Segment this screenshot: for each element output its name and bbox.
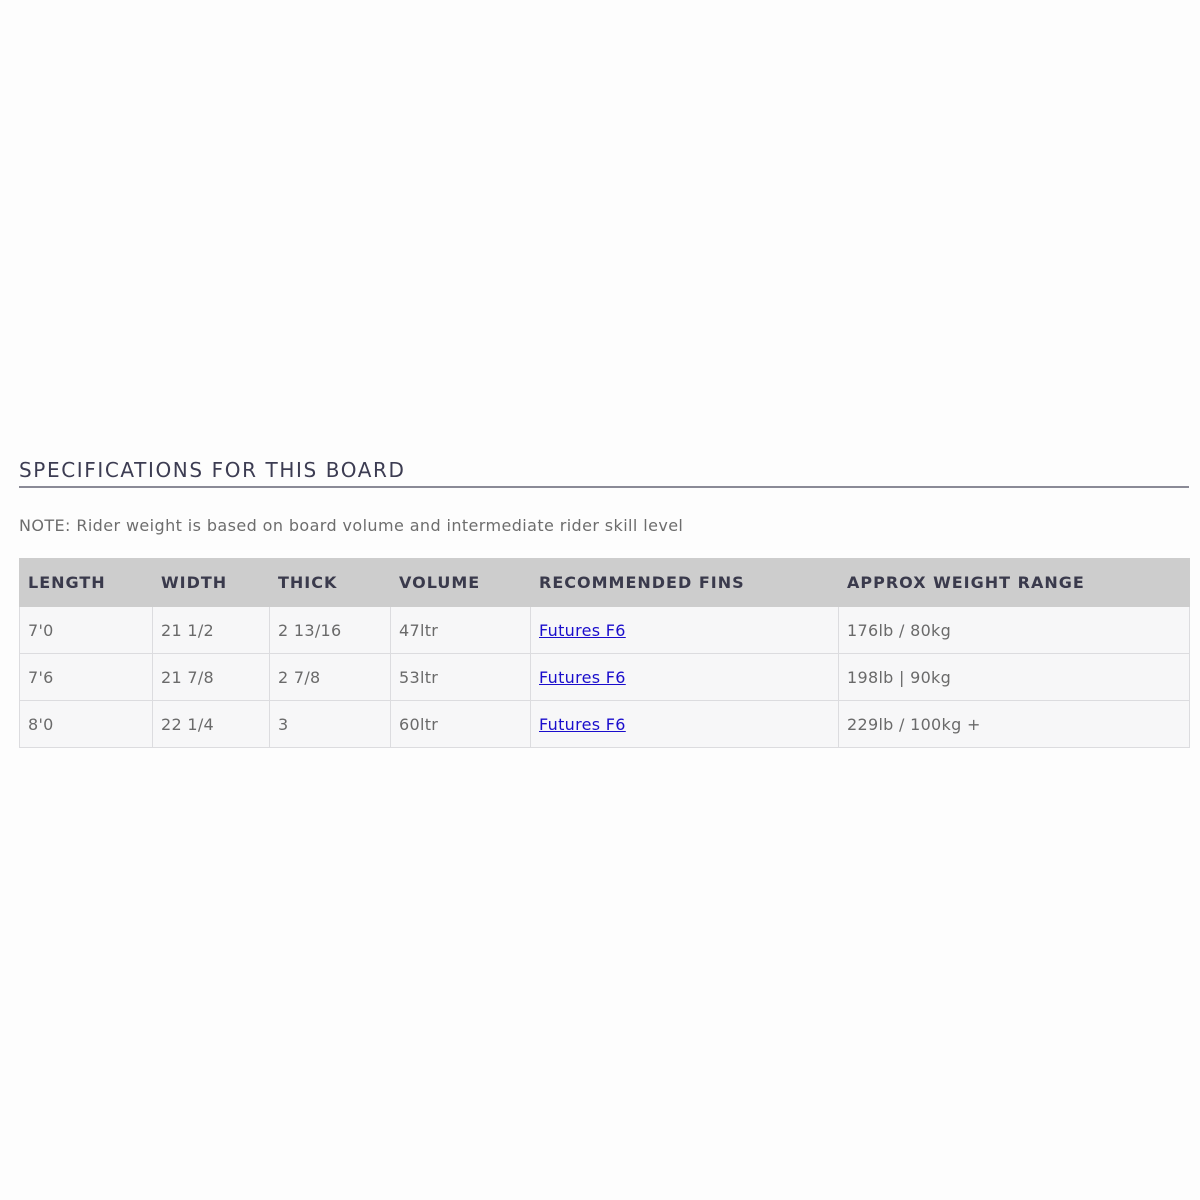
fins-link[interactable]: Futures F6 <box>539 714 626 734</box>
cell-volume: 47ltr <box>391 607 531 654</box>
table-header-row <box>20 559 1190 607</box>
cell-volume: 53ltr <box>391 654 531 701</box>
specifications-table <box>19 558 1190 748</box>
cell-width: 22 1/4 <box>153 701 270 748</box>
table-row <box>20 654 1190 701</box>
rider-weight-note: NOTE: Rider weight is based on board volume and intermediate rider skill level <box>19 516 684 535</box>
cell-thick: 2 13/16 <box>270 607 391 654</box>
table-row <box>20 701 1190 748</box>
table-row <box>20 607 1190 654</box>
cell-thick: 2 7/8 <box>270 654 391 701</box>
column-header-thick: THICK <box>270 559 391 607</box>
cell-length: 8'0 <box>20 701 153 748</box>
cell-weight-range: 176lb / 80kg <box>839 607 1190 654</box>
cell-length: 7'0 <box>20 607 153 654</box>
cell-fins <box>531 701 839 748</box>
column-header-recommended-fins: RECOMMENDED FINS <box>531 559 839 607</box>
cell-fins <box>531 654 839 701</box>
cell-weight-range: 198lb | 90kg <box>839 654 1190 701</box>
column-header-volume: VOLUME <box>391 559 531 607</box>
cell-volume: 60ltr <box>391 701 531 748</box>
cell-width: 21 7/8 <box>153 654 270 701</box>
column-header-width: WIDTH <box>153 559 270 607</box>
cell-length: 7'6 <box>20 654 153 701</box>
section-title: SPECIFICATIONS FOR THIS BOARD <box>19 456 1189 488</box>
cell-width: 21 1/2 <box>153 607 270 654</box>
column-header-length: LENGTH <box>20 559 153 607</box>
specifications-section <box>19 456 1189 748</box>
cell-fins <box>531 607 839 654</box>
fins-link[interactable]: Futures F6 <box>539 667 626 687</box>
cell-weight-range: 229lb / 100kg + <box>839 701 1190 748</box>
column-header-weight-range: APPROX WEIGHT RANGE <box>839 559 1190 607</box>
cell-thick: 3 <box>270 701 391 748</box>
fins-link[interactable]: Futures F6 <box>539 620 626 640</box>
